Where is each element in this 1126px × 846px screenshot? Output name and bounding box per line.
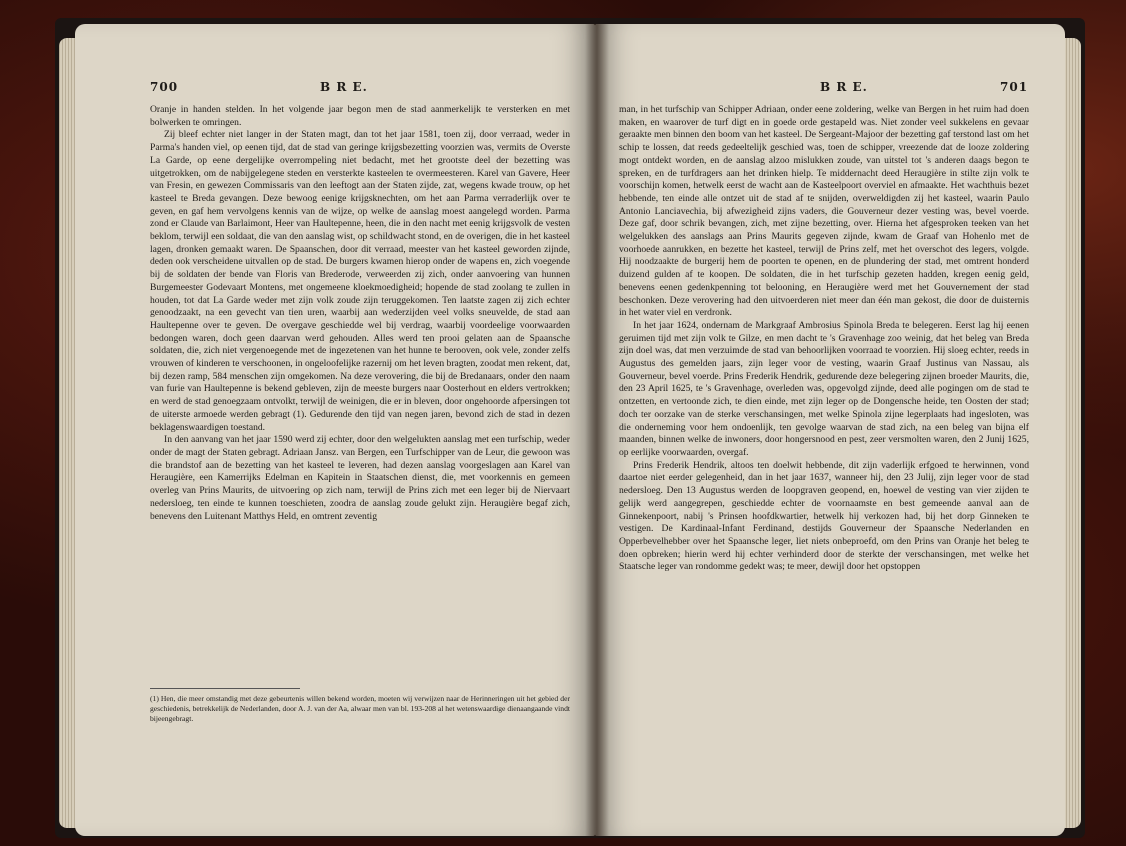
left-page <box>75 24 595 836</box>
footnote: (1) Hen, die meer omstandig met deze gebeurtenis willen bekend worden, moeten wij verwijzen naar de Herinneringen uit het gebied der geschiedenis, betrekkelijk de Nederlanden, door A. J. van der Aa, alwaar men van bl. 193-208 al het wetenswaardige dienaangaande vindt bijeengebragt. <box>150 694 570 723</box>
right-body-text <box>619 104 1029 574</box>
paragraph: Oranje in handen stelden. In het volgende jaar begon men de stad aanmerkelijk te versterken en met bolwerken te omringen. <box>150 104 570 128</box>
paragraph: In het jaar 1624, ondernam de Markgraaf Ambrosius Spinola Breda te belegeren. Eerst lag hij eenen geruimen tijd met zijn volk te Gilze, en men dacht te 's Gravenhage zoo weinig, dat het beleg van Breda zijn doel was, dat men verzuimde de stad van behoorlijken voorraad te voorzien. Hij sloeg echter, reeds in Augustus des gemelden jaars, zijn leger voor de vesting, waarin Graaf Justinus van Nassau, als Gouverneur, bevel voerde. Prins Frederik Hendrik, gedurende deze belegering zijnen broeder Maurits, die, den 23 April 1625, te 's Gravenhage, overleden was, opgevolgd zijnde, deed alle pogingen om de stad te ontzetten, en vertoonde zich, te dien einde, met zijn leger op de Dongensche heide, ten Oosten der stad; doch ter oorzake van de sterke verschansingen, met welke Spinola zijne legerplaats had ingesloten, was die onderneming voor hem ondoenlijk, ten gevolge waarvan de stad zich, na een beleg van bijna elf maanden, binnen welke de inwoners, door hongersnood en pest, zeer versmolten waren, den 2 Junij 1625, op eerlijke voorwaarden, overgaf. <box>619 319 1029 458</box>
paragraph: Zij bleef echter niet langer in der Staten magt, dan tot het jaar 1581, toen zij, door verraad, weder in Parma's handen viel, op eenen tijd, dat de stad van geringe krijgsbezetting voorzien was, vermits de Overste La Garde, op eene dergelijke overrompeling niet bedacht, met het grootste deel der bezetting was uitgetrokken, om de nabijgelegene steden en versterkte kasteelen te overmeesteren. Karel van Gavere, Heer van Fresin, en gewezen Commissaris van den leeftogt aan der Staten zijde, zat, wegens kwade trouw, op het kasteel te Breda gevangen. Deze bewoog eenige krijgsknechten, om het aan Parma verraderlijk over te geven, en gaf hem vervolgens kennis van de wijze, op welke de aanslag moest aangelegd worden. Parma zond er Claude van Barlaimont, Heer van Haultepenne, heen, die in den nacht met eenig krijgsvolk de vesten beklom, terwijl een soldaat, die van den aanslag wist, op schildwacht stond, en de overigen, die in het kasteel lagen, dronken gemaakt waren. De Spaanschen, door dit verraad, meester van het kasteel geworden zijnde, deden ook verscheidene uitvallen op de stad. De burgers kwamen hierop onder de wapens en, zich voegende bij de soldaten der bende van Floris van Brederode, verweerden zij zich, onder aanvoering van hunnen Burgemeester Godevaart Montens, met ongemeene kloekmoedigheid; hopende de stad zoolang te zullen in houden, tot dat La Garde weder met zijn volk zoude zijn teruggekomen. Ten laatste zagen zij zich echter genoodzaakt, na een gevecht van tien uren, waarbij aan wederzijden veel volks sneuvelde, de stad aan Haultepenne over te geven. De overgave geschiedde wel bij verdrag, waarbij voordeelige voorwaarden bedongen waren, doch geen daarvan werd gehouden. Alles werd ten prooi gelaten aan de Spaansche soldaten, die, zich niet vergenoegende met de ingezetenen van het hunne te berooven, ook vele, zonder zelfs vrouwen of kinderen te verschoonen, in ongeloofelijke razernij om het leven bragten, zoodat men rekent, dat, bij dezen ramp, 584 menschen zijn omgekomen. Na deze verovering, die bij de Bredanaars, onder den naam van furie van Haultepenne is bekend gebleven, zijn de meeste burgers naar Oosterhout en elders vertrokken; en werd de stad genoegzaam ontvolkt, terwijl de weinigen, die er in bleven, door ongehoorde afpersingen tot de uiterste armoede werden gebragt (1). Gedurende den tijd van negen jaren, bevond zich de stad in dezen beklagenswaardigen toestand. <box>150 129 570 433</box>
left-body-text <box>150 104 570 523</box>
paragraph: In den aanvang van het jaar 1590 werd zij echter, door den welgelukten aanslag met een turfschip, weder onder de magt der Staten gebragt. Adriaan Jansz. van Bergen, een Turfschipper van de Leur, die gewoon was die brandstof aan de bezetting van het kasteel te leveren, had dezen aanslag voorgeslagen aan Karel van Heraugière, een Kamerrijks Edelman en Kapitein in Staatschen dienst, die, met voorkennis en gemeen overleg van Prins Maurits, de uitvoering op zich nam, terwijl de Prins zich met een leger bij de Niervaart nedersloeg, ten einde te kunnen toeschieten, zoodra de aanslag zoude gelukt zijn. Heraugière begaf zich, benevens den Luitenant Matthys Held, en omtrent zeventig <box>150 434 570 522</box>
running-head-left: B R E. <box>320 80 368 94</box>
page-number-left: 700 <box>150 80 179 94</box>
open-book <box>55 18 1085 838</box>
running-head-right: B R E. <box>820 80 868 94</box>
paragraph: Prins Frederik Hendrik, altoos ten doelwit hebbende, dit zijn vaderlijk erfgoed te herwinnen, vond daartoe niet eerder gelegenheid, dan in het jaar 1637, wanneer hij, den 23 Julij, zijn leger voor de stad nedersloeg. Den 13 Augustus werden de loopgraven geopend, en, hoewel de vesting van vier zijden te gelijk werd aangegrepen, geschiedde echter de voornaamste en best gemeende aanval aan de Ginnekenpoort, nabij 's Prinsen hoofdkwartier, hetwelk hij verkozen had, bij het dorp Ginneken te vestigen. De Kardinaal-Infant Ferdinand, destijds Gouverneur der Spaansche Nederlanden en Opperbevelhebber over het Spaansche leger, liet niets onbeproefd, om den Prins van Oranje het beleg te doen opbreken; hierin werd hij echter verhinderd door de sterkte der verschansingen, met welke het Staatsche leger van rondomme gedekt was; te meer, dewijl door het opstoppen <box>619 459 1029 573</box>
page-number-right: 701 <box>1000 80 1029 94</box>
book-gutter <box>585 24 609 836</box>
right-page <box>595 24 1065 836</box>
footnote-divider <box>150 688 300 689</box>
paragraph: man, in het turfschip van Schipper Adriaan, onder eene zoldering, welke van Bergen in het ruim had doen maken, en waarover de turf digt en in goede orde gestapeld was. Niet zonder veel sukkelens en gevaar geraakte men binnen den boom van het kasteel. De Sergeant-Majoor der bezetting gaf terstond last om het schip te lossen, dat reeds gedeeltelijk geschied was, toen de schipper, vreezende dat de looze zoldering mogt ontdekt worden, en de aanslag alzoo mislukken zoude, van uitstel tot 's anderen daags begon te spreken, en de turfdragers aan het drinken hielp. Te middernacht deed Heraugière in stilte zijn volk te voorschijn komen, hetwelk eerst de wacht aan de Kasteelpoort overviel en afmaakte. Het wachthuis bezet hebbende, ten einde alle ontzet uit de stad af te snijden, overweldigden zij het kasteel, waarin Paulo Antonio Lanciavechia, bij afwezigheid zijns vaders, die Gouverneur dezer vesting was, bevel voerde. Deze gaf, door schrik bevangen, zich, met zijne bezetting, over. Hierna het afgesproken teeken van het welgelukken des aanslags aan Prins Maurits gegeven zijnde, kwam de Graaf van Hohenlo met de voorhoede aanrukken, en bezette het kasteel, terwijl de Prins zelf, met het overschot des legers, volgde. Hij noodzaakte de burgerij hem de poorten te openen, en de plundering der stad, met omtrent honderd duizend gulden af te koopen. De soldaten, die in het turfschip gezeten hadden, kregen eenig geld, benevens eenen gedenkpenning tot belooning, en Heraugière werd met het Gouvernement der stad beschonken. Deze verovering had den uitvoerderen niet meer dan één man gekost, die door de duisternis in het water viel en verdronk. <box>619 104 1029 319</box>
